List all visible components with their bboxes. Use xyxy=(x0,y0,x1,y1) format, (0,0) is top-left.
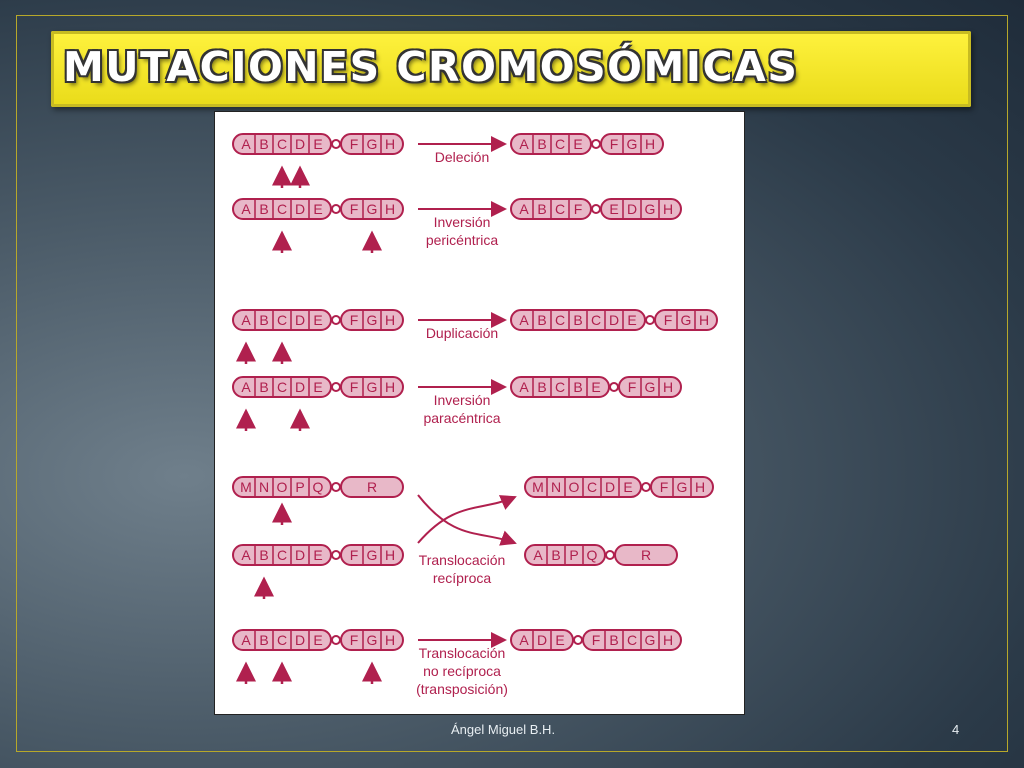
gene-label: G xyxy=(644,201,656,217)
gene-label: B xyxy=(259,201,269,217)
gene-label: D xyxy=(294,312,306,328)
mutation-label: Inversión xyxy=(433,214,491,230)
gene-label: H xyxy=(662,632,674,648)
exchange-arrow xyxy=(418,497,515,543)
gene-label: G xyxy=(366,547,378,563)
source-chromosome xyxy=(233,377,403,397)
gene-label: A xyxy=(519,632,529,648)
gene-label: E xyxy=(313,312,323,328)
gene-label: A xyxy=(533,547,543,563)
gene-label: B xyxy=(537,201,547,217)
gene-label: A xyxy=(241,201,251,217)
gene-label: F xyxy=(573,201,583,217)
gene-label: C xyxy=(554,136,566,152)
gene-label: D xyxy=(626,201,638,217)
gene-label: C xyxy=(590,312,602,328)
mutation-label: paracéntrica xyxy=(423,410,501,426)
title-bar xyxy=(51,31,971,107)
centromere xyxy=(592,205,600,213)
result-chromosome-top xyxy=(525,477,713,497)
gene-label: C xyxy=(626,632,638,648)
gene-label: D xyxy=(294,632,306,648)
gene-label: P xyxy=(569,547,579,563)
gene-label: H xyxy=(384,379,396,395)
gene-label: G xyxy=(366,136,378,152)
centromere xyxy=(610,383,618,391)
gene-label: C xyxy=(554,379,566,395)
centromere xyxy=(332,483,340,491)
gene-label: M xyxy=(240,479,252,495)
mutation-label: Translocación xyxy=(418,645,506,661)
gene-label: H xyxy=(662,379,674,395)
gene-label: E xyxy=(313,379,323,395)
gene-label: A xyxy=(241,379,251,395)
gene-label: E xyxy=(623,479,633,495)
result-chromosome xyxy=(511,310,717,330)
gene-label: C xyxy=(554,201,566,217)
gene-label: R xyxy=(640,547,652,563)
gene-label: F xyxy=(609,136,619,152)
centromere xyxy=(642,483,650,491)
gene-label: F xyxy=(349,632,359,648)
gene-label: B xyxy=(259,379,269,395)
gene-label: D xyxy=(536,632,548,648)
gene-label: H xyxy=(384,547,396,563)
gene-label: F xyxy=(349,547,359,563)
gene-label: E xyxy=(313,201,323,217)
gene-label: B xyxy=(259,632,269,648)
gene-label: E xyxy=(555,632,565,648)
gene-label: B xyxy=(537,136,547,152)
gene-label: H xyxy=(384,136,396,152)
gene-label: D xyxy=(294,547,306,563)
gene-label: B xyxy=(609,632,619,648)
gene-label: Q xyxy=(586,547,598,563)
gene-label: C xyxy=(276,379,288,395)
source-chromosome xyxy=(233,134,403,154)
gene-label: C xyxy=(276,201,288,217)
gene-label: B xyxy=(259,547,269,563)
gene-label: H xyxy=(384,201,396,217)
gene-label: A xyxy=(241,136,251,152)
centromere xyxy=(332,140,340,148)
mutation-label: recíproca xyxy=(432,570,492,586)
gene-label: O xyxy=(276,479,288,495)
gene-label: E xyxy=(591,379,601,395)
mutation-label: pericéntrica xyxy=(425,232,499,248)
result-chromosome xyxy=(511,134,663,154)
mutation-label: Inversión xyxy=(433,392,491,408)
gene-label: B xyxy=(573,312,583,328)
gene-label: P xyxy=(295,479,305,495)
gene-label: A xyxy=(519,312,529,328)
gene-label: H xyxy=(662,201,674,217)
gene-label: F xyxy=(627,379,637,395)
gene-label: O xyxy=(568,479,580,495)
gene-label: G xyxy=(644,379,656,395)
gene-label: C xyxy=(276,312,288,328)
gene-label: D xyxy=(294,379,306,395)
slide-title: MUTACIONES CROMOSÓMICAS xyxy=(63,43,799,91)
gene-label: B xyxy=(573,379,583,395)
gene-label: E xyxy=(609,201,619,217)
gene-label: H xyxy=(694,479,706,495)
centromere xyxy=(332,383,340,391)
centromere xyxy=(592,140,600,148)
gene-label: G xyxy=(626,136,638,152)
gene-label: A xyxy=(241,547,251,563)
result-chromosome xyxy=(511,630,681,650)
mutation-label: Translocación xyxy=(418,552,506,568)
gene-label: H xyxy=(698,312,710,328)
gene-label: G xyxy=(366,379,378,395)
gene-label: A xyxy=(519,379,529,395)
result-chromosome xyxy=(525,545,677,565)
centromere xyxy=(332,205,340,213)
gene-label: E xyxy=(627,312,637,328)
footer-author: Ángel Miguel B.H. xyxy=(451,722,556,737)
centromere xyxy=(646,316,654,324)
gene-label: D xyxy=(604,479,616,495)
centromere xyxy=(332,551,340,559)
gene-label: C xyxy=(586,479,598,495)
gene-label: F xyxy=(349,312,359,328)
gene-label: B xyxy=(259,312,269,328)
gene-label: G xyxy=(366,201,378,217)
source-chromosome-top xyxy=(233,477,403,497)
mutations-diagram xyxy=(215,112,744,714)
gene-label: G xyxy=(366,312,378,328)
gene-label: N xyxy=(550,479,562,495)
gene-label: A xyxy=(519,201,529,217)
gene-label: A xyxy=(241,312,251,328)
result-chromosome xyxy=(511,377,681,397)
gene-label: C xyxy=(276,547,288,563)
gene-label: H xyxy=(384,312,396,328)
gene-label: F xyxy=(663,312,673,328)
gene-label: N xyxy=(258,479,270,495)
result-chromosome xyxy=(511,199,681,219)
gene-label: E xyxy=(313,136,323,152)
centromere xyxy=(332,316,340,324)
gene-label: D xyxy=(608,312,620,328)
page-number: 4 xyxy=(952,722,960,737)
gene-label: B xyxy=(259,136,269,152)
gene-label: A xyxy=(519,136,529,152)
diagram-panel xyxy=(214,111,745,715)
gene-label: H xyxy=(384,632,396,648)
centromere xyxy=(574,636,582,644)
gene-label: E xyxy=(313,632,323,648)
gene-label: M xyxy=(532,479,544,495)
gene-label: R xyxy=(366,479,378,495)
gene-label: G xyxy=(366,632,378,648)
gene-label: D xyxy=(294,136,306,152)
mutation-label: Duplicación xyxy=(425,325,499,341)
gene-label: G xyxy=(680,312,692,328)
gene-label: C xyxy=(554,312,566,328)
mutation-label: (transposición) xyxy=(416,681,508,697)
mutation-label: no recíproca xyxy=(423,663,501,679)
source-chromosome xyxy=(233,199,403,219)
gene-label: F xyxy=(349,201,359,217)
gene-label: B xyxy=(537,379,547,395)
source-chromosome xyxy=(233,545,403,565)
gene-label: C xyxy=(276,632,288,648)
source-chromosome xyxy=(233,630,403,650)
gene-label: F xyxy=(659,479,669,495)
gene-label: E xyxy=(573,136,583,152)
gene-label: Q xyxy=(312,479,324,495)
gene-label: A xyxy=(241,632,251,648)
gene-label: F xyxy=(349,379,359,395)
gene-label: C xyxy=(276,136,288,152)
gene-label: B xyxy=(551,547,561,563)
gene-label: F xyxy=(349,136,359,152)
source-chromosome xyxy=(233,310,403,330)
mutation-label: Deleción xyxy=(434,149,490,165)
gene-label: F xyxy=(591,632,601,648)
gene-label: G xyxy=(676,479,688,495)
gene-label: D xyxy=(294,201,306,217)
gene-label: E xyxy=(313,547,323,563)
centromere xyxy=(606,551,614,559)
centromere xyxy=(332,636,340,644)
gene-label: H xyxy=(644,136,656,152)
gene-label: G xyxy=(644,632,656,648)
gene-label: B xyxy=(537,312,547,328)
